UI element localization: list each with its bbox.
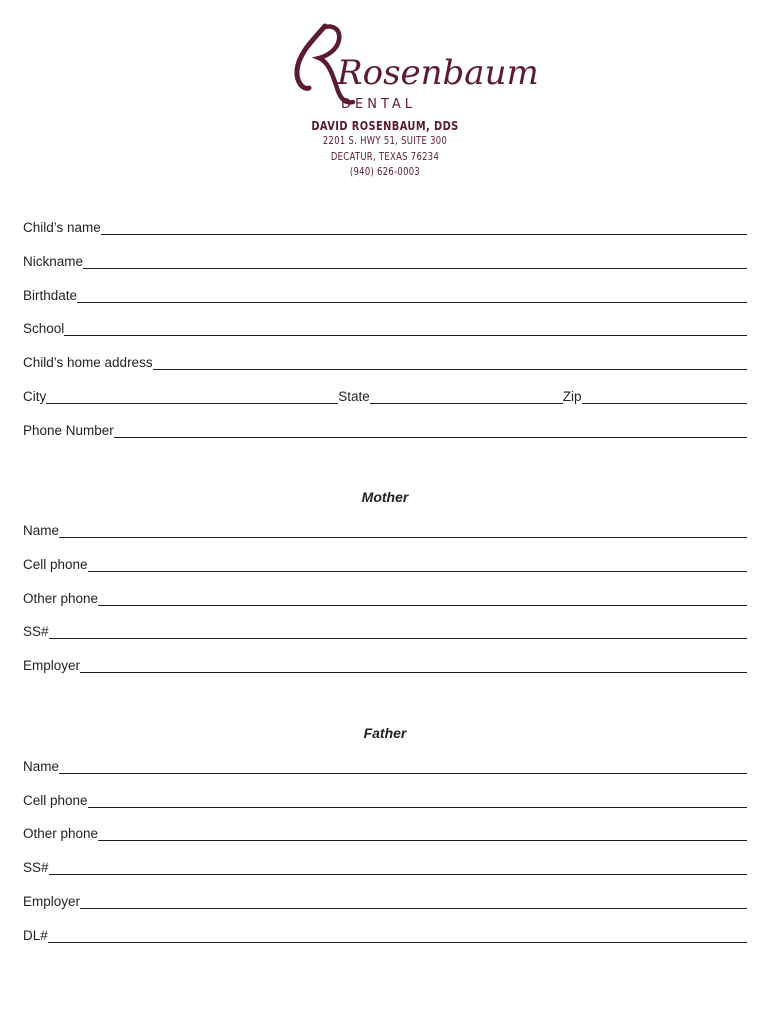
field-phone-number (23, 420, 747, 440)
field-home-address (23, 352, 747, 372)
section-title-mother: Mother (361, 489, 409, 505)
label-father-dl: DL# (23, 928, 48, 943)
rosenbaum-dental-logo (285, 18, 539, 114)
blank-city[interactable] (46, 403, 338, 404)
logo-subtitle: DENTAL (341, 97, 417, 112)
phone-line: (940) 626-0003 (349, 166, 421, 178)
label-home-address: Child’s home address (23, 355, 153, 370)
address-line-2: DECATUR, TEXAS 76234 (330, 150, 440, 163)
field-mother-cell (23, 554, 747, 574)
label-mother-cell: Cell phone (23, 557, 88, 572)
field-father-ss (23, 857, 747, 877)
field-mother-ss (23, 621, 747, 641)
label-state: State (338, 389, 370, 404)
blank-home-address[interactable] (153, 369, 747, 370)
label-birthdate: Birthdate (23, 288, 78, 303)
field-city-state-zip (23, 386, 747, 406)
field-father-other-phone (23, 823, 747, 843)
blank-state[interactable] (370, 403, 563, 404)
label-mother-other-phone: Other phone (23, 591, 99, 606)
label-father-other-phone: Other phone (23, 826, 99, 841)
label-nickname: Nickname (23, 254, 84, 269)
logo-wordmark: Rosenbaum (337, 53, 539, 93)
label-mother-name: Name (23, 523, 60, 538)
blank-father-ss[interactable] (49, 874, 747, 875)
blank-mother-other-phone[interactable] (98, 605, 747, 606)
field-father-cell (23, 790, 747, 810)
blank-father-employer[interactable] (80, 908, 747, 909)
label-mother-ss: SS# (23, 624, 49, 639)
label-school: School (23, 321, 65, 336)
label-child-name: Child’s name (23, 220, 101, 235)
blank-father-dl[interactable] (48, 942, 747, 943)
field-nickname (23, 251, 747, 271)
blank-father-other-phone[interactable] (98, 840, 747, 841)
blank-mother-name[interactable] (59, 537, 747, 538)
field-mother-employer (23, 655, 747, 675)
field-mother-name (23, 520, 747, 540)
field-father-employer (23, 891, 747, 911)
field-father-name (23, 756, 747, 776)
blank-phone-number[interactable] (114, 437, 747, 438)
blank-mother-cell[interactable] (88, 571, 747, 572)
blank-school[interactable] (64, 335, 747, 336)
label-city: City (23, 389, 47, 404)
label-phone-number: Phone Number (23, 423, 114, 438)
section-title-father: Father (363, 725, 407, 741)
blank-father-name[interactable] (59, 773, 747, 774)
field-birthdate (23, 285, 747, 305)
blank-father-cell[interactable] (88, 807, 747, 808)
label-father-ss: SS# (23, 860, 49, 875)
field-school (23, 318, 747, 338)
blank-mother-employer[interactable] (80, 672, 747, 673)
doctor-name: DAVID ROSENBAUM, DDS (311, 119, 459, 133)
address-line-1: 2201 S. HWY 51, SUITE 300 (322, 135, 448, 147)
field-father-dl (23, 925, 747, 945)
blank-zip[interactable] (582, 403, 747, 404)
label-father-cell: Cell phone (23, 793, 88, 808)
blank-child-name[interactable] (101, 234, 747, 235)
letterhead (0, 18, 770, 181)
label-mother-employer: Employer (23, 658, 81, 673)
label-father-name: Name (23, 759, 60, 774)
blank-mother-ss[interactable] (49, 638, 747, 639)
label-father-employer: Employer (23, 894, 81, 909)
field-mother-other-phone (23, 588, 747, 608)
blank-birthdate[interactable] (77, 302, 747, 303)
label-zip: Zip (562, 389, 582, 404)
blank-nickname[interactable] (83, 268, 747, 269)
field-child-name (23, 217, 747, 237)
